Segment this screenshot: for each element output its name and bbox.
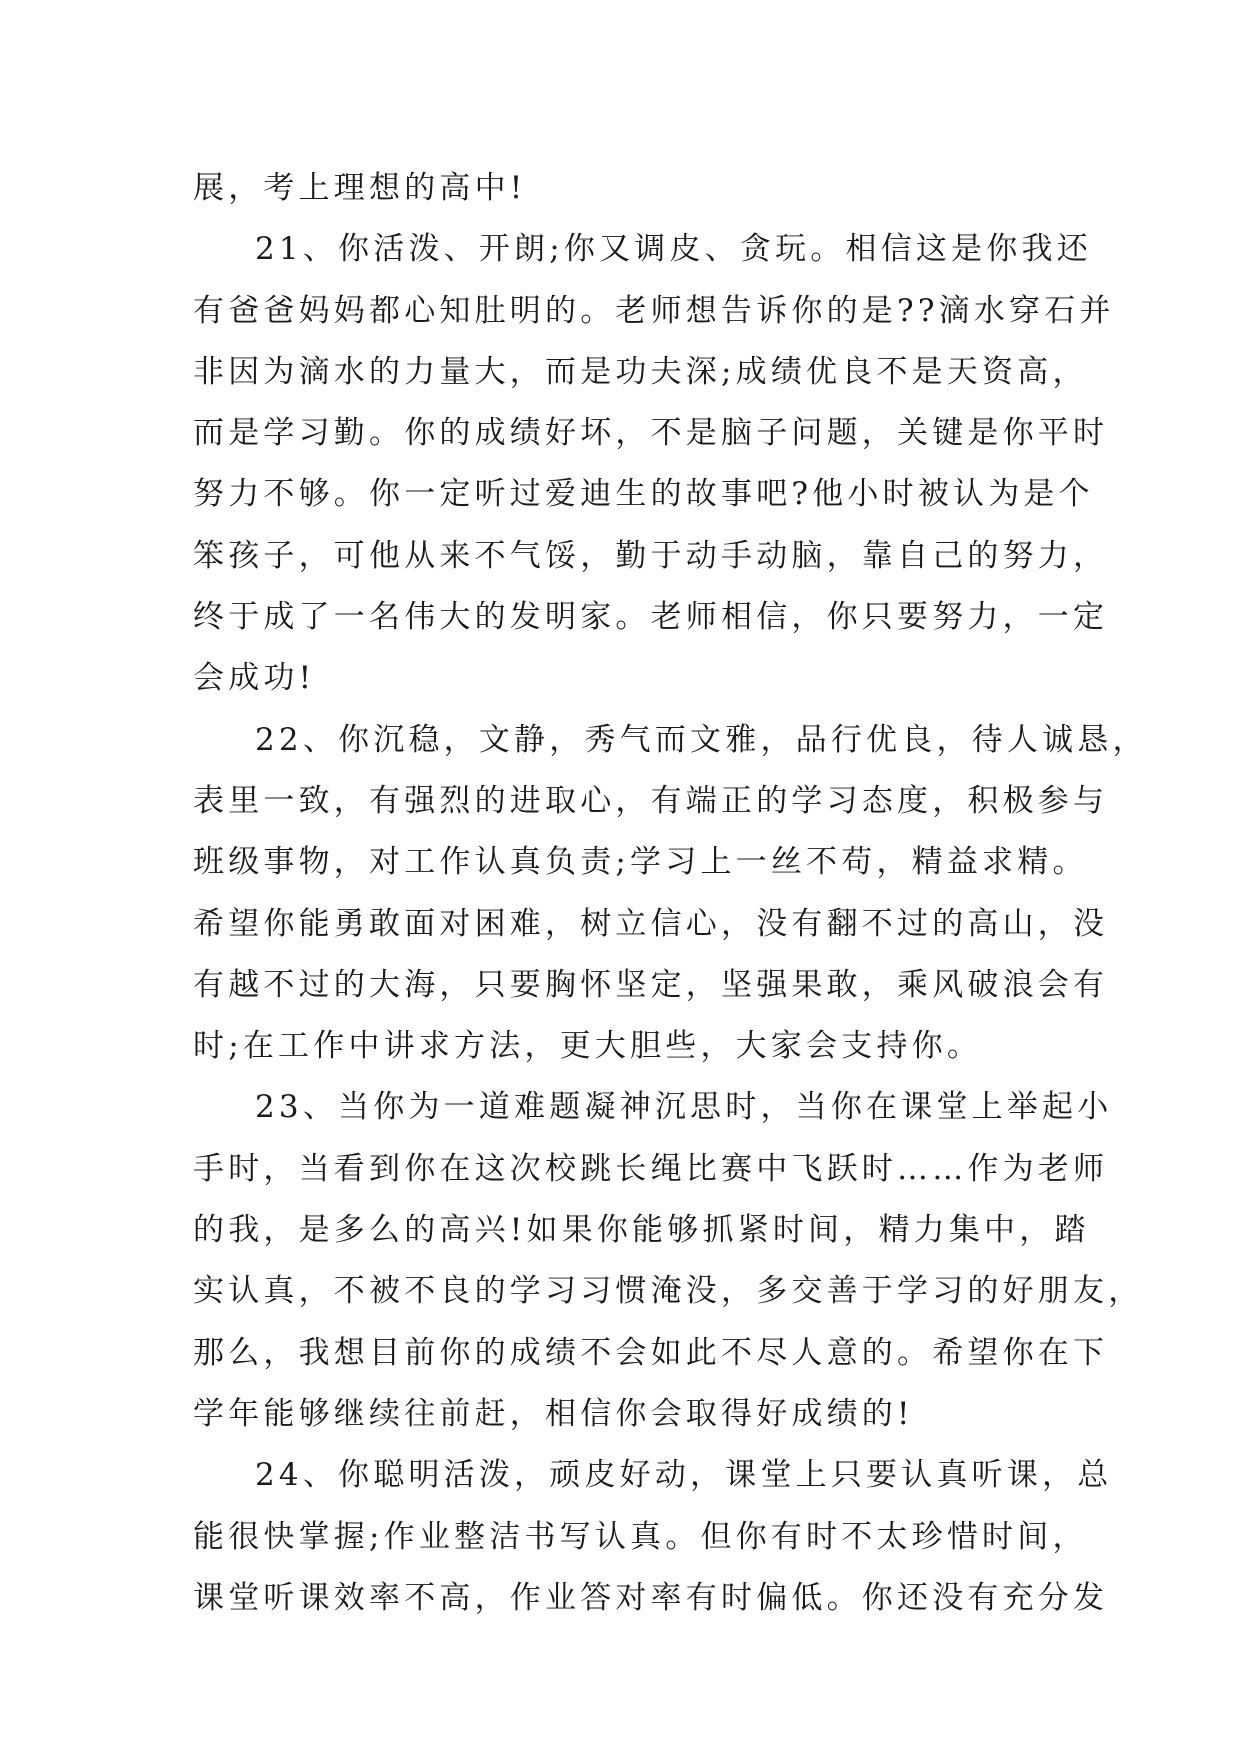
text-line: 能很快掌握;作业整洁书写认真。但你有时不太珍惜时间， <box>193 1518 1088 1555</box>
text-line: 会成功! <box>193 660 316 697</box>
text-line: 展，考上理想的高中! <box>193 170 527 206</box>
text-line: 笨孩子，可他从来不气馁，勤于动手动脑，靠自己的努力， <box>193 537 1109 574</box>
text-line: 有越不过的大海，只要胸怀坚定，坚强果敢，乘风破浪会有 <box>193 966 1109 1003</box>
text-line: 实认真，不被不良的学习习惯淹没，多交善于学习的好朋友， <box>193 1273 1144 1310</box>
text-line-paragraph-23-start: 23、当你为一道难题凝神沉思时，当你在课堂上举起小 <box>255 1089 1113 1126</box>
text-line: 时;在工作中讲求方法，更大胆些，大家会支持你。 <box>193 1028 983 1065</box>
text-line: 终于成了一名伟大的发明家。老师相信，你只要努力，一定 <box>193 599 1109 636</box>
body-text <box>193 158 1148 1629</box>
text-line: 而是学习勤。你的成绩好坏，不是脑子问题，关键是你平时 <box>193 415 1109 452</box>
text-line: 学年能够继续往前赶，相信你会取得好成绩的! <box>193 1395 914 1432</box>
text-line: 课堂听课效率不高，作业答对率有时偏低。你还没有充分发 <box>193 1579 1109 1616</box>
text-line-paragraph-24-start: 24、你聪明活泼，顽皮好动，课堂上只要认真听课，总 <box>255 1457 1113 1494</box>
text-line: 表里一致，有强烈的进取心，有端正的学习态度，积极参与 <box>193 782 1109 819</box>
text-line-paragraph-21-start: 21、你活泼、开朗;你又调皮、贪玩。相信这是你我还 <box>255 231 1092 268</box>
text-line: 的我，是多么的高兴!如果你能够抓紧时间，精力集中，踏 <box>193 1212 1090 1249</box>
text-line-paragraph-22-start: 22、你沉稳，文静，秀气而文雅，品行优良，待人诚恳， <box>255 721 1148 758</box>
text-line: 希望你能勇敢面对困难，树立信心，没有翻不过的高山，没 <box>193 905 1109 942</box>
text-line: 那么，我想目前你的成绩不会如此不尽人意的。希望你在下 <box>193 1334 1109 1371</box>
text-line: 非因为滴水的力量大，而是功夫深;成绩优良不是天资高， <box>193 353 1088 390</box>
text-line: 努力不够。你一定听过爱迪生的故事吧?他小时被认为是个 <box>193 476 1094 513</box>
text-line: 班级事物，对工作认真负责;学习上一丝不苟，精益求精。 <box>193 844 1088 881</box>
text-line: 手时，当看到你在这次校跳长绳比赛中飞跃时……作为老师 <box>193 1150 1109 1187</box>
text-line: 有爸爸妈妈都心知肚明的。老师想告诉你的是??滴水穿石并 <box>193 292 1115 329</box>
